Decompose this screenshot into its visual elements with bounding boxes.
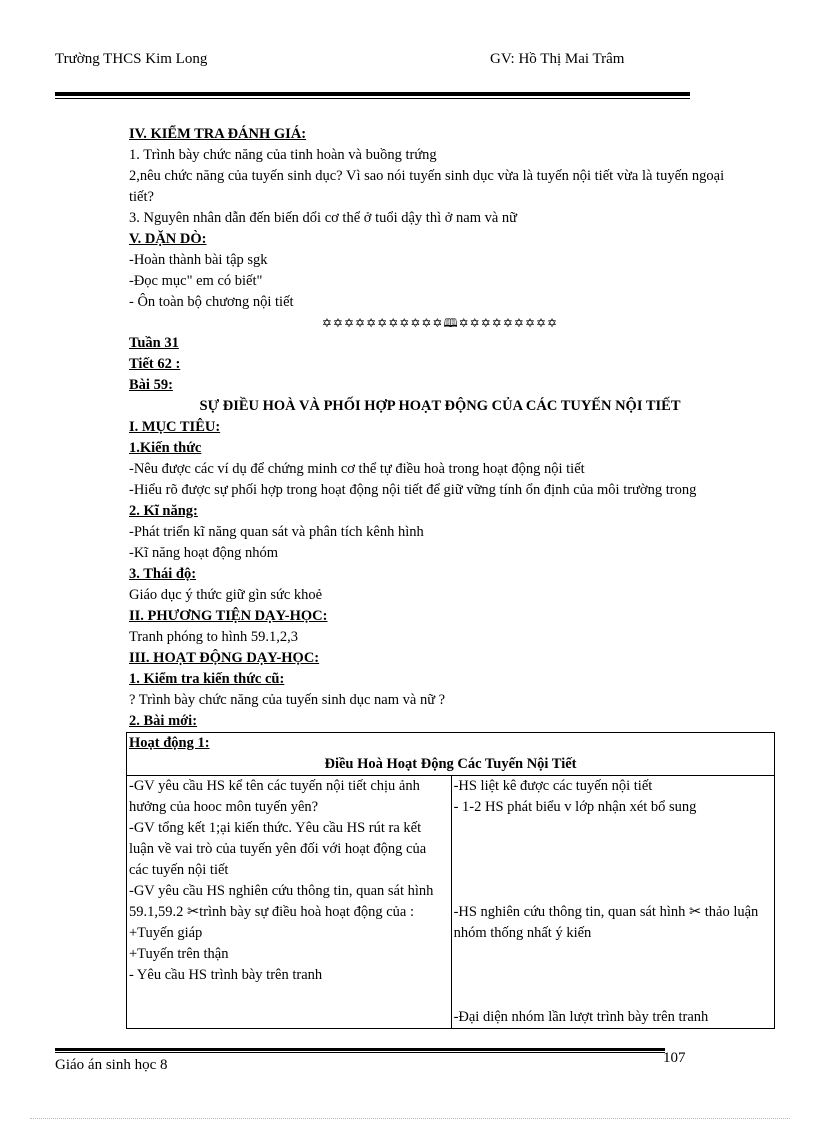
student-step: -HS nghiên cứu thông tin, quan sát hình ✂ thảo luận nhóm thống nhất ý kiến: [453, 904, 759, 941]
student-step: -Đại diện nhóm lần lượt trình bày trên tranh: [453, 1009, 709, 1025]
ornament-divider: ✡✡✡✡✡✡✡✡✡✡✡🕮✡✡✡✡✡✡✡✡✡: [321, 316, 559, 330]
attitude-item: Giáo dục ý thức giữ gìn sức khoẻ: [129, 587, 323, 603]
activities-title: III. HOẠT ĐỘNG DẠY-HỌC:: [129, 650, 320, 666]
review-question-2: 2,nêu chức năng của tuyến sinh dục? Vì sao nói tuyến sinh dục vừa là tuyến nội tiết vừa là tuyến ngoại tiết?: [129, 168, 725, 205]
skills-item: -Kĩ năng hoạt động nhóm: [129, 545, 279, 561]
page-edge: [30, 1118, 790, 1119]
header-teacher: GV: Hồ Thị Mai Trâm: [490, 51, 625, 67]
page-number: 107: [663, 1050, 686, 1066]
new-lesson-title: 2. Bài mới:: [129, 713, 198, 729]
header-school: Trường THCS Kim Long: [55, 51, 208, 67]
student-column-cell: [451, 776, 774, 1029]
activity-title: Điều Hoà Hoạt Động Các Tuyến Nội Tiết: [324, 756, 577, 772]
footer-title: Giáo án sinh học 8: [55, 1057, 168, 1073]
spacer: [454, 818, 772, 902]
homework-item: - Ôn toàn bộ chương nội tiết: [129, 294, 294, 310]
header-rule: [55, 92, 690, 99]
lesson-week: Tuần 31: [129, 335, 179, 351]
teacher-step: +Tuyến giáp: [129, 925, 203, 941]
lesson-title: SỰ ĐIỀU HOÀ VÀ PHỐI HỢP HOẠT ĐỘNG CỦA CÁC TUYẾN NỘI TIẾT: [199, 398, 681, 414]
teacher-step: -GV yêu cầu HS nghiên cứu thông tin, quan sát hình 59.1,59.2 ✂trình bày sự điều hoà hoạt động của :: [129, 883, 434, 920]
page-content: [129, 124, 759, 1029]
lesson-number: Bài 59:: [129, 377, 173, 393]
means-title: II. PHƯƠNG TIỆN DẠY-HỌC:: [129, 608, 328, 624]
review-question-3: 3. Nguyên nhân dẫn đến biến dổi cơ thể ở tuổi dậy thì ở nam và nữ: [129, 210, 518, 226]
skills-title: 2. Kĩ năng:: [129, 503, 198, 519]
teacher-step: -GV yêu cầu HS kể tên các tuyến nội tiết chịu ảnh hưởng của hooc môn tuyến yên?: [129, 778, 420, 815]
student-step: - 1-2 HS phát biểu v lớp nhận xét bổ sung: [453, 799, 697, 815]
check-text: ? Trình bày chức năng của tuyến sinh dục nam và nữ ?: [129, 692, 446, 708]
attitude-title: 3. Thái độ:: [129, 566, 197, 582]
student-step: -HS liệt kê được các tuyến nội tiết: [453, 778, 653, 794]
objectives-title: I. MỤC TIÊU:: [129, 419, 221, 435]
review-question-1: 1. Trình bày chức năng của tinh hoàn và buồng trứng: [129, 147, 437, 163]
review-title: IV. KIỂM TRA ĐÁNH GIÁ:: [129, 126, 307, 142]
skills-item: -Phát triển kĩ năng quan sát và phân tích kênh hình: [129, 524, 424, 540]
activity-label: Hoạt động 1:: [129, 735, 210, 751]
means-text: Tranh phóng to hình 59.1,2,3: [129, 629, 299, 645]
check-title: 1. Kiểm tra kiến thức cũ:: [129, 671, 285, 687]
knowledge-item: -Nêu được các ví dụ để chứng minh cơ thể tự điều hoà trong hoạt động nội tiết: [129, 461, 585, 477]
knowledge-title: 1.Kiến thức: [129, 440, 202, 456]
activity-table: [126, 732, 775, 1029]
lesson-period: Tiết 62 :: [129, 356, 181, 372]
activity-header-cell: [127, 733, 775, 776]
homework-item: -Đọc mục" em có biết": [129, 273, 263, 289]
spacer: [454, 944, 772, 1007]
knowledge-item: -Hiểu rõ được sự phối hợp trong hoạt động nội tiết để giữ vững tính ổn định của môi trường trong: [129, 482, 697, 498]
teacher-step: - Yêu cầu HS trình bày trên tranh: [129, 967, 323, 983]
teacher-step: -GV tổng kết 1;ại kiến thức. Yêu cầu HS rút ra kết luận về vai trò của tuyến yên đối với hoạt động của các tuyến nội tiết: [129, 820, 427, 878]
footer-rule: [55, 1048, 665, 1053]
teacher-step: +Tuyến trên thận: [129, 946, 229, 962]
homework-title: V. DẶN DÒ:: [129, 231, 207, 247]
teacher-column-cell: [127, 776, 452, 1029]
homework-item: -Hoàn thành bài tập sgk: [129, 252, 268, 268]
